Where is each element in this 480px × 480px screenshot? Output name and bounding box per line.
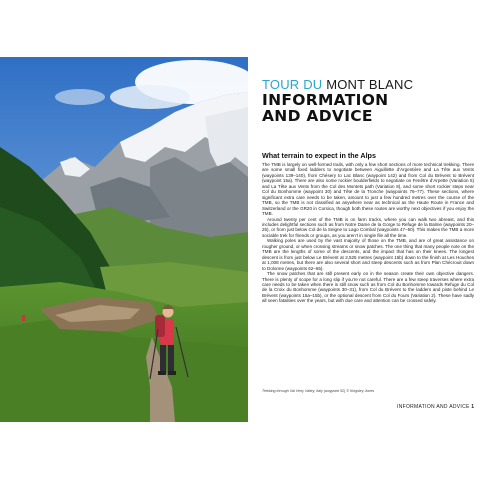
chapter-title-line2: AND ADVICE — [262, 107, 373, 125]
body-paragraph: The TMB is largely on well-formed trails, with only a few short sections of more technical trekking. There are some small fixed ladders to negotiate between Aiguillette d’Argentière and La Tête aux Vents (waypoints 139–140), from Chésery to Lac Blanc (waypoint 142) and from Col du Brévent to Brévent (waypoint 15a). There are also some rockier boulderfields to negotiate on Fenêtre d’Arpette (Variation 5) and La Tête aux Vents from the Col des Montets path (Variation 8), and some short rockier steps near Col du Bonhomme (waypoint 30) and Tête de la Tronche (waypoints 76–77). These sections, where significant extra care needs to be taken, amount to just a few hundred metres over the course of the TMB, so the TMB is not classified as anywhere near as technical as the Haute Route in France and Switzerland or the GR20 in Corsica, though both these routes are worthy next objectives if you enjoy the TMB. — [262, 162, 474, 217]
body-paragraph: Around twenty per cent of the TMB is on farm tracks, where you can walk two abreast, and this includes delightful sections such as from Notre Dame de la Gorge to Refuge de la Balme (waypoints 20–25), or from just below Col de la Seigne to Lago Combal (waypoints 47–50). This makes the TMB a more sociable trek for friends or groups, as you aren’t in single file all the time. — [262, 216, 474, 238]
body-paragraph: The snow patches that are still present early on in the season create their own objective dangers. There is plenty of scope for a long slip if you’re not careful. There are a few steep traverses where extra care needs to be taken when there is still snow such as from Col du Bonhomme towards Refuge du Col de la Croix du Bonhomme (waypoints 30–31), from Col du Brévent to the ladders and piste behind Le Brévent (waypoints 15a–15b), or the optional descent from Col du Fours (Variation 2). These have sadly all seen fatalities over the years, but with due care and attention can be crossed safely. — [262, 271, 474, 304]
body-paragraph: Walking poles are used by the vast majority of those on the TMB, and are of great assistance on rougher ground, or when crossing streams or snow patches. The one thing that many people note on the TMB are the lengths of some of the descents, and the impact that has on their knees. The longest descent is from just below Le Brévent at 2,525 metres (waypoint 15b) down to the finish at Les Houches at 1,008 metres, but there are also several short and steep descents such as from Plan Chécrouit down to Dolonne (waypoints 62–65). — [262, 238, 474, 271]
brand-prefix: TOUR DU — [262, 77, 323, 92]
page-number: 1 — [471, 404, 474, 410]
section-subheading: What terrain to expect in the Alps — [262, 151, 376, 160]
book-brand — [262, 78, 474, 92]
article-body — [262, 162, 474, 304]
running-footer-label: INFORMATION AND ADVICE — [397, 404, 470, 410]
text-page — [262, 78, 474, 428]
hiker-mountain-photo — [0, 57, 248, 422]
photo-caption: Trekking through Val Veny Valley, Italy (waypoint 52) © Kingsley Jones — [262, 389, 375, 393]
chapter-title-line1: INFORMATION — [262, 91, 389, 109]
page-footer — [262, 404, 474, 412]
brand-name: MONT BLANC — [326, 77, 414, 92]
